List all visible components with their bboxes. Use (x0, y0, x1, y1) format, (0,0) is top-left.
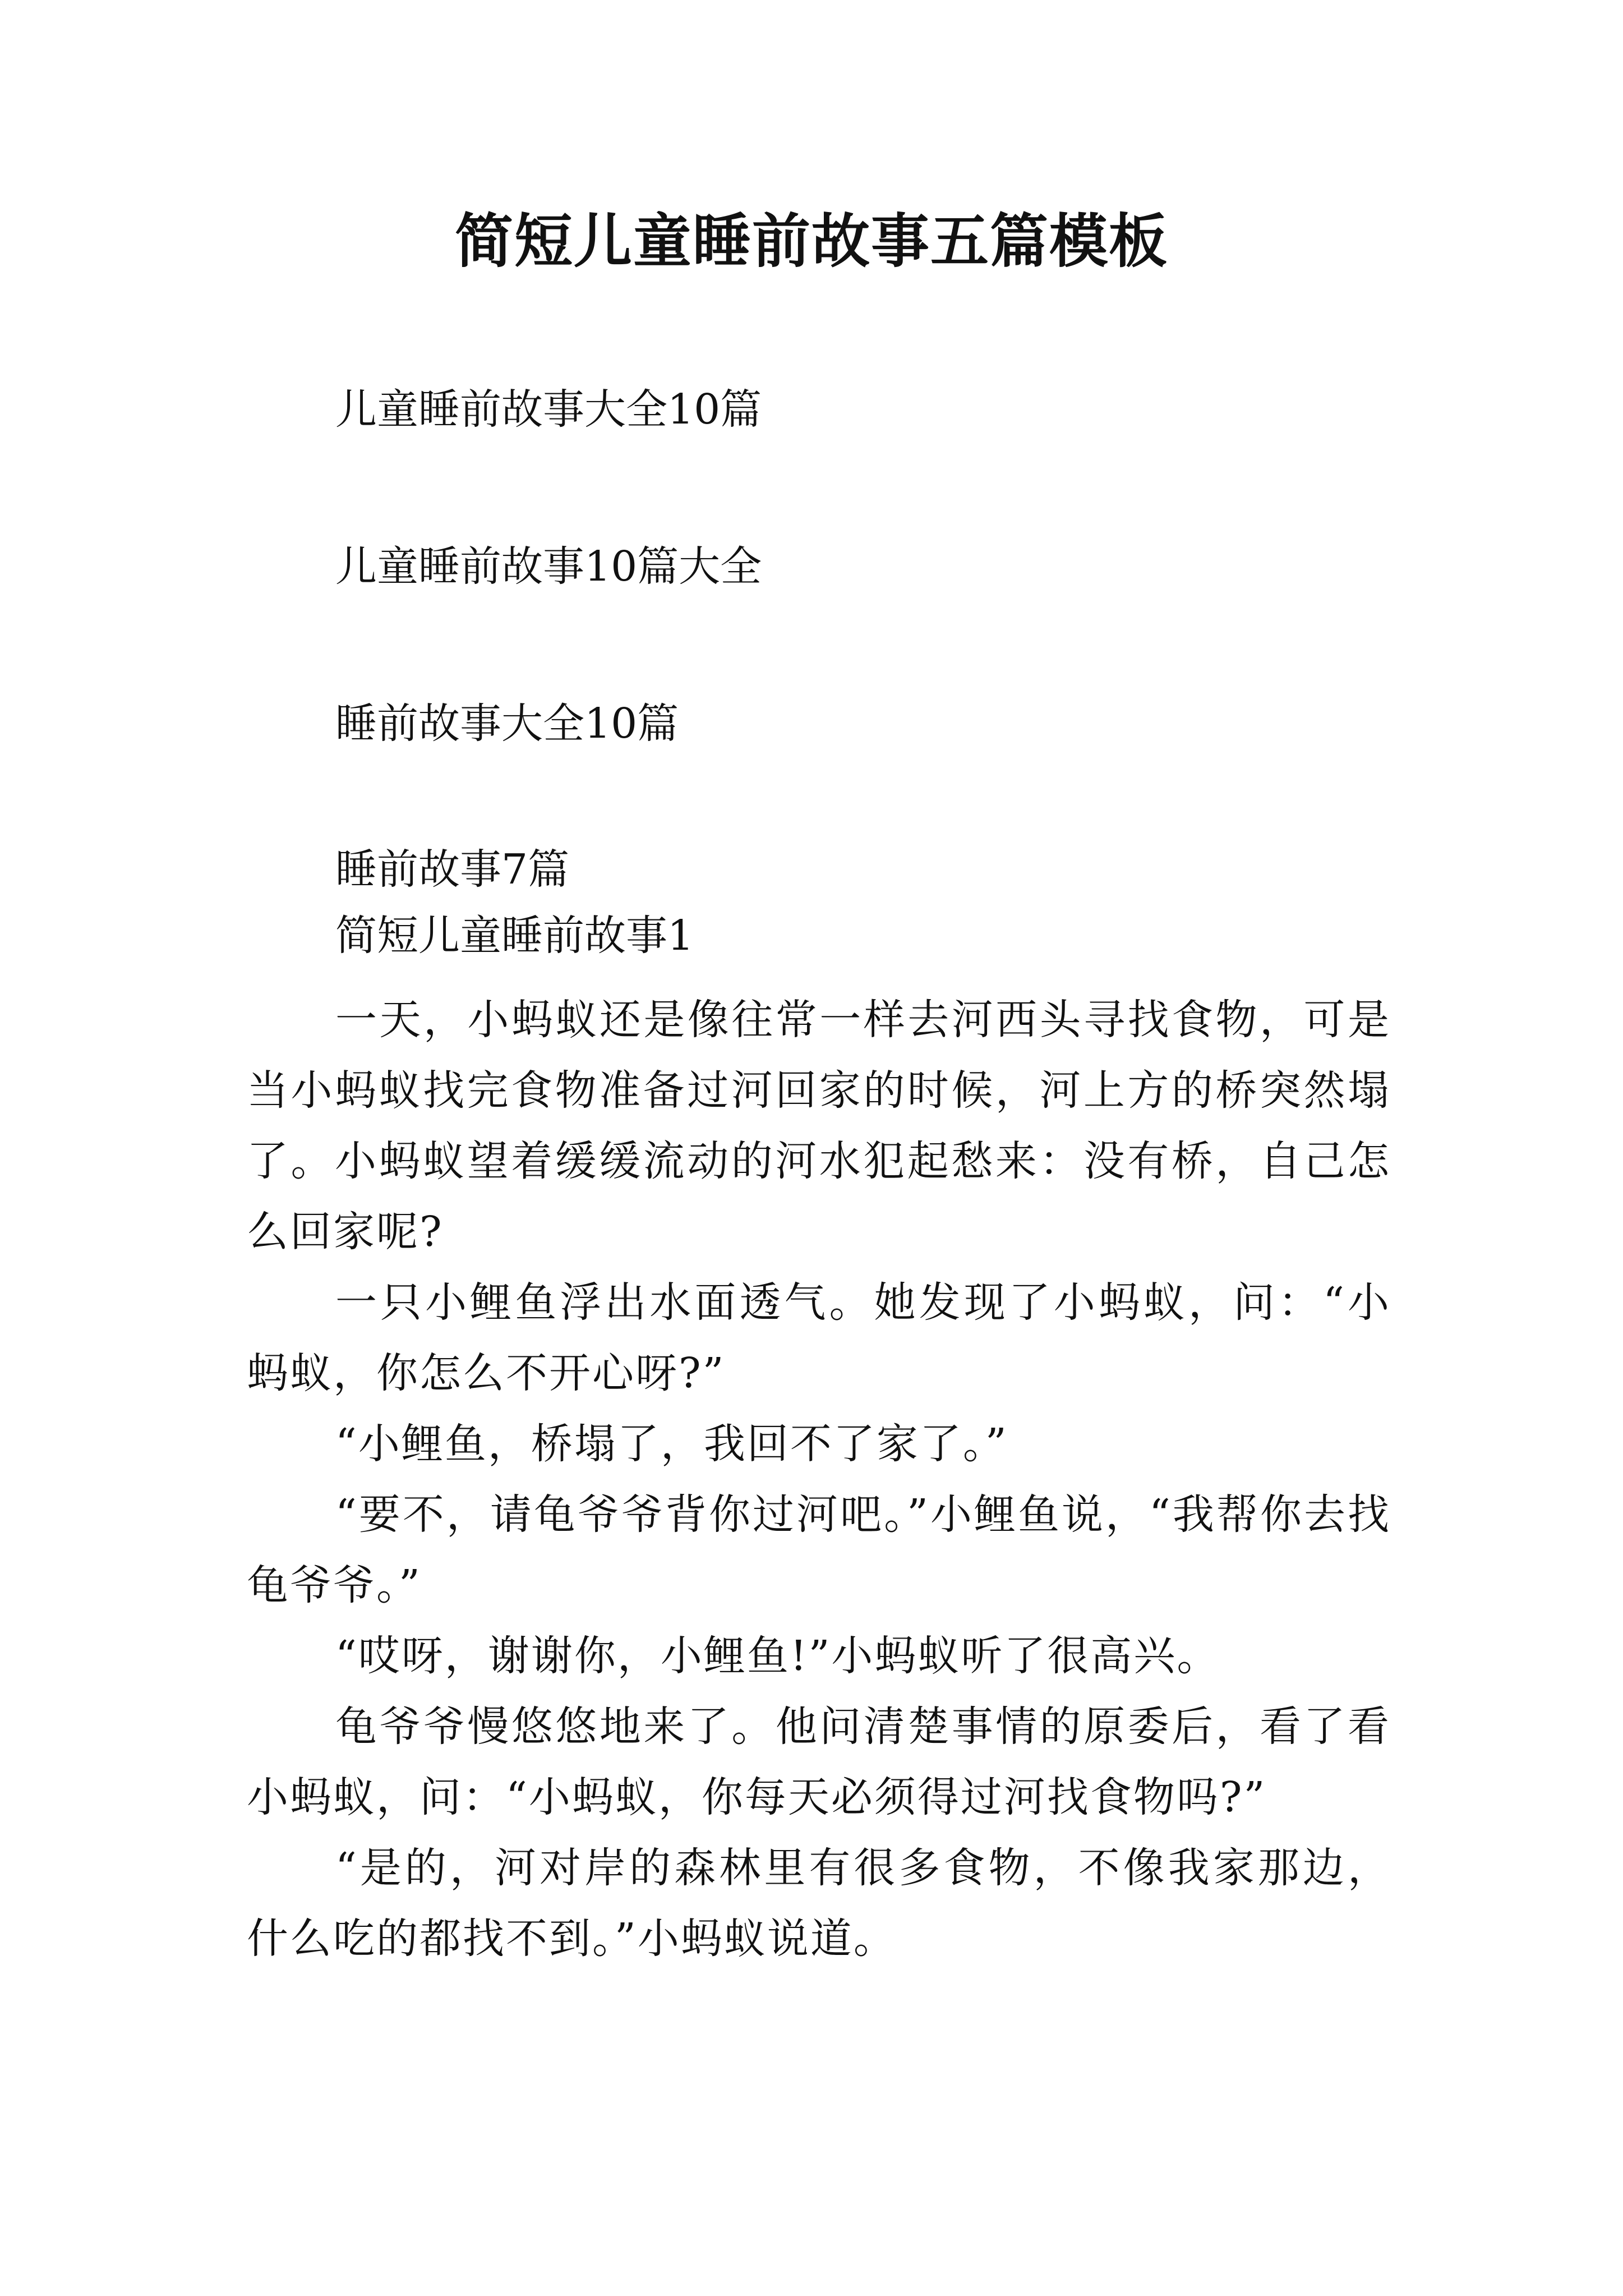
story-paragraph-7: “是的，河对岸的森林里有很多食物，不像我家那边，什么吃的都找不到。”小蚂蚁说道。 (247, 1844, 1391, 1963)
story-paragraph-6: 龟爷爷慢悠悠地来了。他问清楚事情的原委后，看了看小蚂蚁，问：“小蚂蚁，你每天必须得过河找食物吗?” (247, 1703, 1391, 1821)
story-paragraph-3: “小鲤鱼，桥塌了，我回不了家了。” (335, 1420, 1008, 1468)
story-paragraph-1: 一天，小蚂蚁还是像往常一样去河西头寻找食物，可是当小蚂蚁找完食物准备过河回家的时候，河上方的桥突然塌了。小蚂蚁望着缓缓流动的河水犯起愁来：没有桥，自己怎么回家呢? (247, 996, 1391, 1256)
story-paragraph-5: “哎呀，谢谢你，小鲤鱼!”小蚂蚁听了很高兴。 (335, 1632, 1220, 1680)
section-heading: 简短儿童睡前故事1 (335, 912, 694, 960)
toc-line-4: 睡前故事7篇 (335, 845, 570, 894)
story-paragraph-4: “要不，请龟爷爷背你过河吧。”小鲤鱼说，“我帮你去找龟爷爷。” (247, 1490, 1391, 1609)
story-paragraph-2: 一只小鲤鱼浮出水面透气。她发现了小蚂蚁，问：“小蚂蚁，你怎么不开心呀?” (247, 1278, 1391, 1397)
toc-line-1: 儿童睡前故事大全10篇 (335, 385, 762, 434)
toc-line-3: 睡前故事大全10篇 (335, 700, 679, 748)
story-body (247, 984, 1391, 1974)
document-title: 简短儿童睡前故事五篇模板 (454, 206, 1168, 275)
toc-line-2: 儿童睡前故事10篇大全 (335, 542, 762, 591)
